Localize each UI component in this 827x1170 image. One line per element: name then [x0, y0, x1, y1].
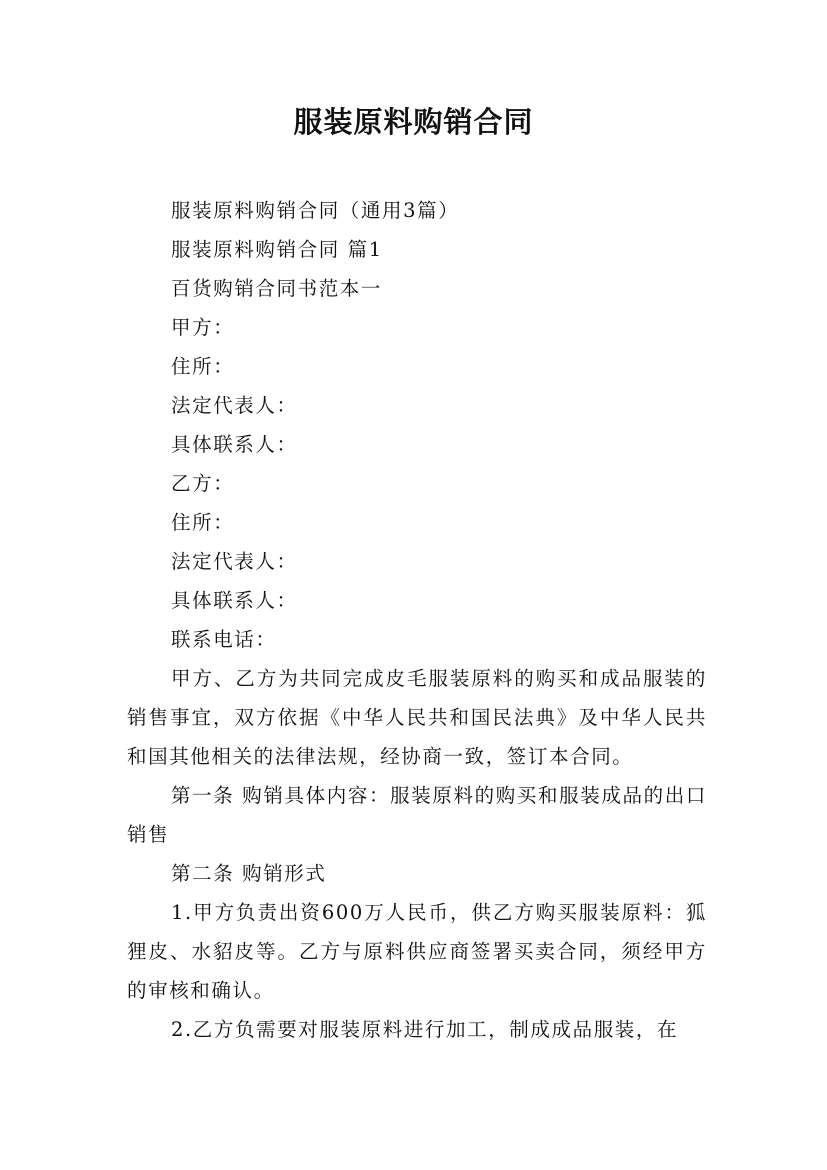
section-heading: 服装原料购销合同 篇1	[171, 238, 383, 261]
template-heading: 百货购销合同书范本一	[171, 277, 383, 300]
party-a-contact-label: 具体联系人：	[171, 433, 298, 456]
clause-1-paragraph: 1.甲方负责出资600万人民币，供乙方购买服装原料：狐狸皮、水貂皮等。乙方与原料供应商签署买卖合同，须经甲方的审核和确认。	[127, 901, 707, 1002]
party-b-label: 乙方：	[171, 472, 235, 495]
party-a-label: 甲方：	[171, 316, 235, 339]
party-a-address-label: 住所：	[171, 355, 235, 378]
document-title: 服装原料购销合同	[293, 105, 534, 139]
document-body	[127, 191, 707, 1049]
clause-2-paragraph: 2.乙方负需要对服装原料进行加工，制成成品服装，在	[171, 1018, 679, 1041]
article-1-paragraph: 第一条 购销具体内容：服装原料的购买和服装成品的出口销售	[127, 784, 707, 846]
subtitle-line: 服装原料购销合同（通用3篇）	[171, 199, 460, 222]
party-b-address-label: 住所：	[171, 511, 235, 534]
article-2-heading: 第二条 购销形式	[171, 862, 327, 885]
party-a-representative-label: 法定代表人：	[171, 394, 298, 417]
phone-label: 联系电话：	[171, 628, 277, 651]
intro-paragraph: 甲方、乙方为共同完成皮毛服装原料的购买和成品服装的销售事宜，双方依据《中华人民共和国民法典》及中华人民共和国其他相关的法律法规，经协商一致，签订本合同。	[127, 667, 707, 768]
party-b-representative-label: 法定代表人：	[171, 550, 298, 573]
party-b-contact-label: 具体联系人：	[171, 589, 298, 612]
